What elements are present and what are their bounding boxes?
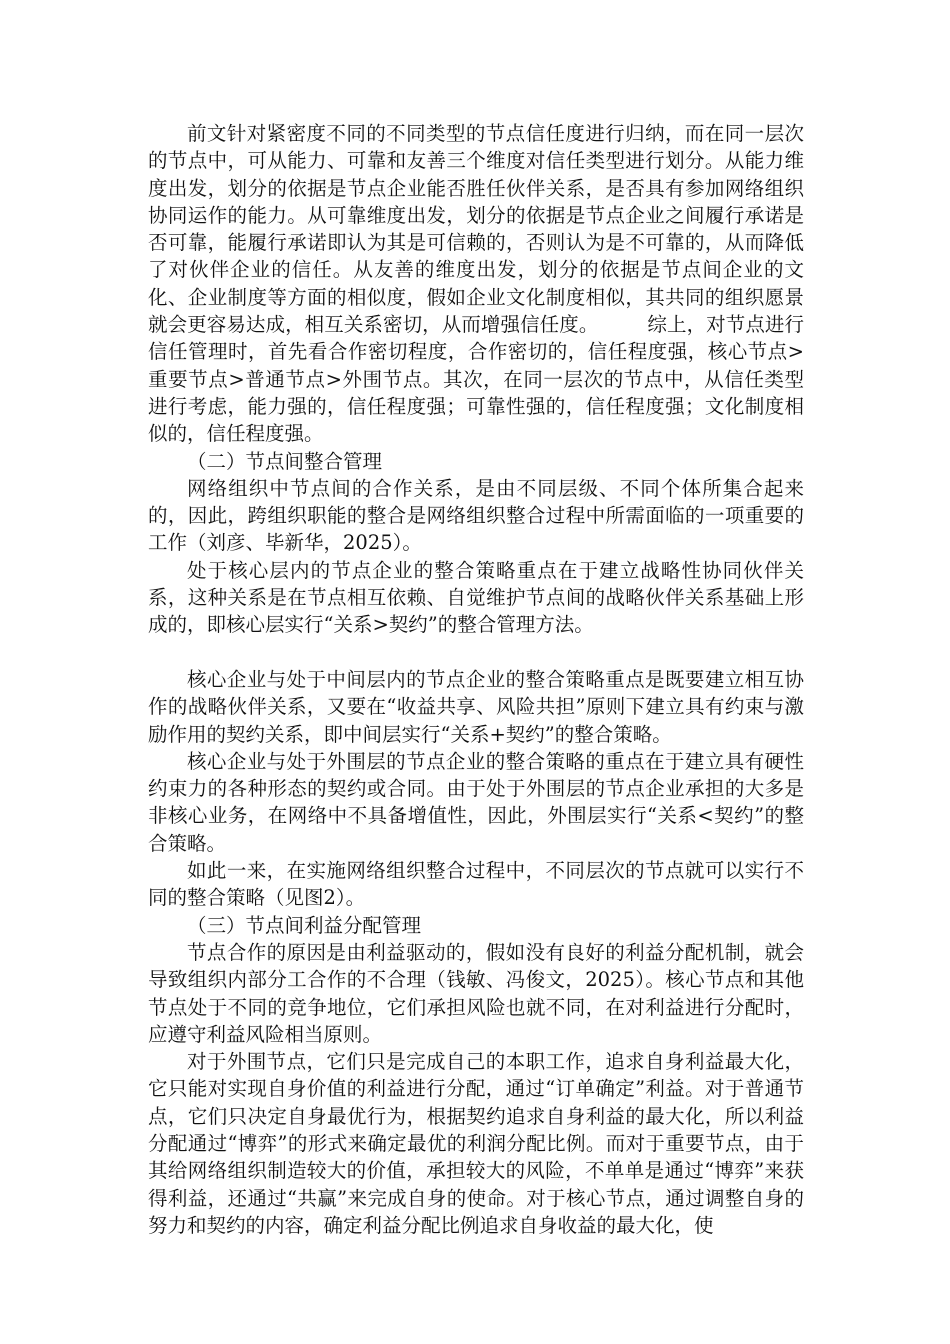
blank-line: [148, 639, 804, 666]
paragraph-core-layer: 处于核心层内的节点企业的整合策略重点在于建立战略性协同伙伴关系，这种关系是在节点相互依赖、自觉维护节点间的战略伙伴关系基础上形成的，即核心层实行“关系>契约”的整合管理方法。: [148, 558, 804, 637]
section-heading-benefit: （三）节点间利益分配管理: [187, 913, 422, 937]
document-body: [148, 120, 804, 1239]
paragraph-outer-layer: 核心企业与处于外围层的节点企业的整合策略的重点在于建立具有硬性约束力的各种形态的契约或合同。由于处于外围层的节点企业承担的大多是非核心业务，在网络中不具备增值性，因此，外围层实行“关系<契约”的整合策略。: [148, 749, 804, 855]
section-heading-integration: （二）节点间整合管理: [187, 449, 383, 473]
paragraph-middle-layer: 核心企业与处于中间层内的节点企业的整合策略重点是既要建立相互协作的战略伙伴关系，又要在“收益共享、风险共担”原则下建立具有约束与激励作用的契约关系，即中间层实行“关系+契约”的整合策略。: [148, 667, 804, 746]
paragraph-benefit-intro: 节点合作的原因是由利益驱动的，假如没有良好的利益分配机制，就会导致组织内部分工合作的不合理（钱敏、冯俊文，2025）。核心节点和其他节点处于不同的竞争地位，它们承担风险也就不同，在对利益进行分配时，应遵守利益风险相当原则。: [148, 940, 804, 1046]
paragraph-trust-dimensions: 前文针对紧密度不同的不同类型的节点信任度进行归纳，而在同一层次的节点中，可从能力、可靠和友善三个维度对信任类型进行划分。从能力维度出发，划分的依据是节点企业能否胜任伙伴关系，是否具有参加网络组织协同运作的能力。从可靠维度出发，划分的依据是节点企业之间履行承诺是否可靠，能履行承诺即认为其是可信赖的，否则认为是不可靠的，从而降低了对伙伴企业的信任。从友善的维度出发，划分的依据是节点间企业的文化、企业制度等方面的相似度，假如企业文化制度相似，其共同的组织愿景就会更容易达成，相互关系密切，从而增强信任度。 综上，对节点进行信任管理时，首先看合作密切程度，合作密切的，信任程度强，核心节点>重要节点>普通节点>外围节点。其次，在同一层次的节点中，从信任类型进行考虑，能力强的，信任程度强；可靠性强的，信任程度强；文化制度相似的，信任程度强。: [148, 122, 804, 446]
paragraph-integration-summary: 如此一来，在实施网络组织整合过程中，不同层次的节点就可以实行不同的整合策略（见图2）。: [148, 859, 804, 910]
paragraph-benefit-by-node: 对于外围节点，它们只是完成自己的本职工作，追求自身利益最大化，它只能对实现自身价值的利益进行分配，通过“订单确定”利益。对于普通节点，它们只决定自身最优行为，根据契约追求自身利益的最大化，所以利益分配通过“博弈”的形式来确定最优的利润分配比例。而对于重要节点，由于其给网络组织制造较大的价值，承担较大的风险，不单单是通过“博弈”来获得利益，还通过“共赢”来完成自身的使命。对于核心节点，通过调整自身的努力和契约的内容，确定利益分配比例追求自身收益的最大化，使: [148, 1050, 804, 1237]
paragraph-integration-intro: 网络组织中节点间的合作关系，是由不同层级、不同个体所集合起来的，因此，跨组织职能的整合是网络组织整合过程中所需面临的一项重要的工作（刘彦、毕新华，2025）。: [148, 476, 804, 555]
